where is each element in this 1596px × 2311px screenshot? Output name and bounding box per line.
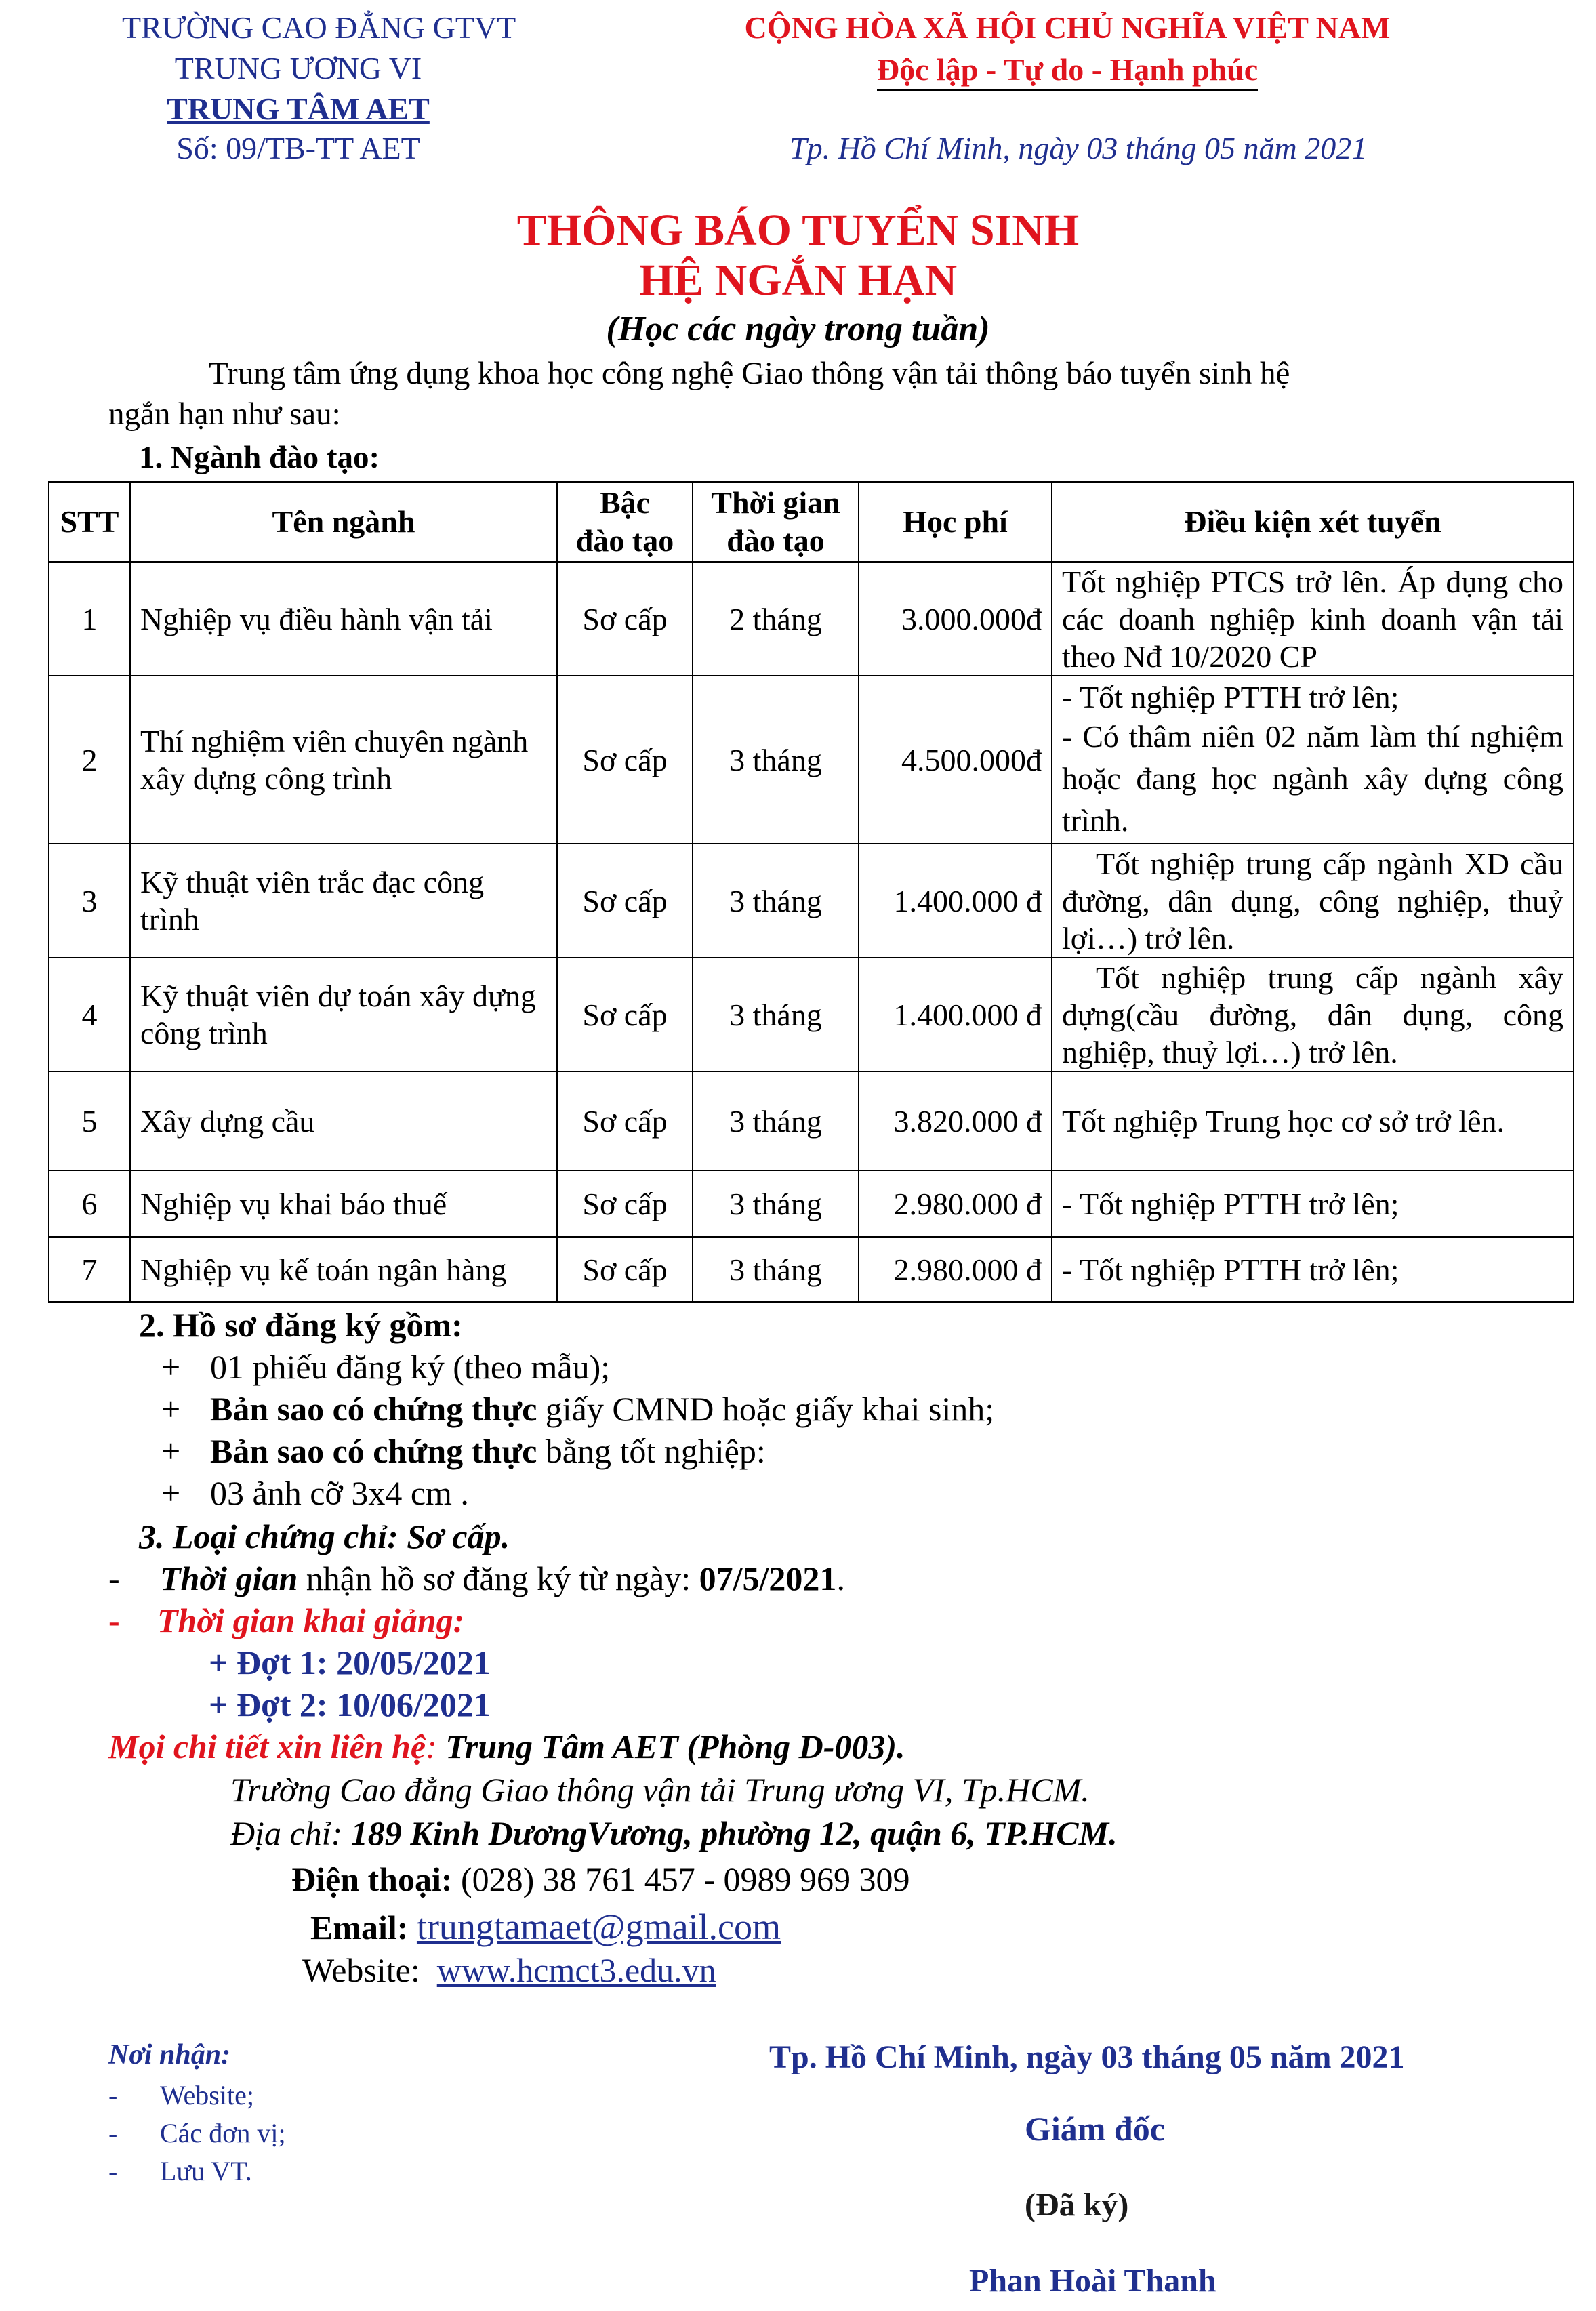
cell-name: Nghiệp vụ điều hành vận tải (130, 562, 557, 676)
cell-level: Sơ cấp (557, 676, 693, 844)
page-note: (Học các ngày trong tuần) (606, 310, 990, 348)
cell-fee: 1.400.000 đ (859, 958, 1052, 1071)
requirement-item-bold: Bản sao có chứng thực (210, 1390, 537, 1428)
header-duration-2: đào tạo (727, 523, 825, 558)
cell-stt: 6 (49, 1170, 130, 1237)
contact-line (108, 1727, 905, 1766)
cell-level: Sơ cấp (557, 1237, 693, 1302)
table-row (49, 562, 1574, 676)
cell-name: Kỹ thuật viên dự toán xây dựng công trình (130, 958, 557, 1071)
cell-level: Sơ cấp (557, 958, 693, 1071)
header-condition: Điều kiện xét tuyển (1052, 482, 1574, 562)
cell-name: Nghiệp vụ kế toán ngân hàng (130, 1237, 557, 1302)
contact-address (230, 1814, 1118, 1853)
cell-duration: 3 tháng (693, 1071, 859, 1170)
section2-heading: 2. Hồ sơ đăng ký gồm: (139, 1306, 463, 1344)
bullet-plus: + (161, 1390, 181, 1428)
national-motto-text: Độc lập - Tự do - Hạnh phúc (877, 52, 1258, 91)
registration-end: . (836, 1559, 845, 1597)
header-date: Tp. Hồ Chí Minh, ngày 03 tháng 05 năm 2021 (790, 131, 1368, 165)
cell-stt: 7 (49, 1237, 130, 1302)
section1-heading: 1. Ngành đào tạo: (139, 440, 380, 475)
page-subtitle: HỆ NGẮN HẠN (638, 255, 958, 305)
email-label: Email: (310, 1908, 409, 1946)
document-number: Số: 09/TB-TT AET (176, 131, 420, 165)
table-row (49, 676, 1574, 844)
address-value: 189 Kinh DươngVương, phường 12, quận 6, TP.HCM. (342, 1814, 1118, 1852)
cell-condition-line2: - Có thâm niên 02 năm làm thí nghiệm hoặc đang học ngành xây dựng công trình. (1062, 718, 1563, 838)
cell-duration: 3 tháng (693, 844, 859, 958)
national-title: CỘNG HÒA XÃ HỘI CHỦ NGHĨA VIỆT NAM (744, 10, 1391, 45)
contact-colon: : (426, 1727, 437, 1765)
org-name-line1: TRƯỜNG CAO ĐẲNG GTVT (122, 10, 516, 45)
address-label: Địa chỉ: (230, 1814, 343, 1852)
bullet-plus: + (161, 1432, 181, 1470)
contact-phone (291, 1860, 909, 1899)
requirement-item (210, 1431, 766, 1471)
bullet-plus: + (161, 1348, 181, 1386)
recipient-dash: - (108, 2118, 118, 2148)
cell-duration: 2 tháng (693, 562, 859, 676)
section3-heading: 3. Loại chứng chỉ: Sơ cấp. (139, 1517, 510, 1555)
header-duration-1: Thời gian (711, 485, 840, 520)
signature-date: Tp. Hồ Chí Minh, ngày 03 tháng 05 năm 2021 (769, 2039, 1405, 2075)
cell-condition-line1: - Tốt nghiệp PTTH trở lên; (1062, 679, 1399, 714)
opening-dash: - (108, 1601, 120, 1639)
table-row (49, 1170, 1574, 1237)
contact-email (310, 1906, 781, 1948)
cell-level: Sơ cấp (557, 1170, 693, 1237)
requirement-item-rest: giấy CMND hoặc giấy khai sinh; (537, 1390, 995, 1428)
cell-condition: Tốt nghiệp trung cấp ngành XD cầu đường, dân dụng, công nghiệp, thuỷ lợi…) trở lên. (1052, 844, 1574, 958)
registration-text: nhận hồ sơ đăng ký từ ngày: (298, 1559, 699, 1597)
cell-name: Xây dựng cầu (130, 1071, 557, 1170)
header-stt: STT (49, 482, 130, 562)
table-row (49, 958, 1574, 1071)
registration-date: 07/5/2021 (699, 1559, 837, 1597)
cell-duration: 3 tháng (693, 1237, 859, 1302)
cell-stt: 3 (49, 844, 130, 958)
signature-name: Phan Hoài Thanh (969, 2263, 1216, 2299)
cell-fee: 3.000.000đ (859, 562, 1052, 676)
org-name-line3: TRUNG TÂM AET (167, 91, 430, 126)
table-row (49, 844, 1574, 958)
cell-name: Thí nghiệm viên chuyên ngành xây dựng công trình (130, 676, 557, 844)
cell-level: Sơ cấp (557, 844, 693, 958)
cell-condition: Tốt nghiệp PTCS trở lên. Áp dụng cho các doanh nghiệp kinh doanh vận tải theo Nđ 10/2020 CP (1052, 562, 1574, 676)
phone-label: Điện thoại: (291, 1860, 453, 1898)
recipient-item: Lưu VT. (160, 2156, 252, 2186)
cell-stt: 5 (49, 1071, 130, 1170)
requirement-item: 03 ảnh cỡ 3x4 cm . (210, 1474, 469, 1512)
cell-stt: 4 (49, 958, 130, 1071)
cell-condition: Tốt nghiệp Trung học cơ sở trở lên. (1052, 1071, 1574, 1170)
website-label: Website: (302, 1951, 420, 1989)
opening-label: Thời gian khai giảng: (157, 1601, 465, 1639)
courses-table (48, 481, 1574, 1303)
cell-duration: 3 tháng (693, 1170, 859, 1237)
cell-level: Sơ cấp (557, 1071, 693, 1170)
cell-condition: - Tốt nghiệp PTTH trở lên; (1052, 1237, 1574, 1302)
cell-name: Nghiệp vụ khai báo thuế (130, 1170, 557, 1237)
opening-batch1: + Đợt 1: 20/05/2021 (209, 1643, 491, 1681)
header-level-1: Bậc (599, 485, 651, 520)
cell-name: Kỹ thuật viên trắc đạc công trình (130, 844, 557, 958)
national-motto (684, 52, 1450, 87)
contact-website (302, 1950, 716, 1990)
recipient-dash: - (108, 2080, 118, 2110)
requirement-item (210, 1389, 994, 1429)
cell-fee: 2.980.000 đ (859, 1170, 1052, 1237)
contact-label: Mọi chi tiết xin liên hệ (108, 1727, 426, 1765)
cell-fee: 1.400.000 đ (859, 844, 1052, 958)
registration-line (160, 1559, 845, 1598)
intro-line1: Trung tâm ứng dụng khoa học công nghệ Giao thông vận tải thông báo tuyển sinh hệ (209, 356, 1290, 391)
org-name-line2: TRUNG ƯƠNG VI (174, 51, 422, 85)
page-title: THÔNG BÁO TUYỂN SINH (516, 205, 1080, 255)
cell-fee: 2.980.000 đ (859, 1237, 1052, 1302)
table-row (49, 1237, 1574, 1302)
email-link[interactable]: trungtamaet@gmail.com (416, 1906, 781, 1947)
recipient-item: Các đơn vị; (160, 2118, 286, 2148)
header-level-2: đào tạo (575, 523, 674, 558)
bullet-plus: + (161, 1474, 181, 1512)
requirement-item: 01 phiếu đăng ký (theo mẫu); (210, 1348, 611, 1386)
recipient-item: Website; (160, 2080, 254, 2110)
header-fee: Học phí (859, 482, 1052, 562)
phone-value: (028) 38 761 457 - 0989 969 309 (452, 1860, 910, 1898)
cell-fee: 4.500.000đ (859, 676, 1052, 844)
contact-school: Trường Cao đẳng Giao thông vận tải Trung ương VI, Tp.HCM. (230, 1771, 1090, 1809)
signature-signed: (Đã ký) (1025, 2187, 1129, 2223)
cell-fee: 3.820.000 đ (859, 1071, 1052, 1170)
cell-duration: 3 tháng (693, 676, 859, 844)
cell-stt: 2 (49, 676, 130, 844)
website-link[interactable]: www.hcmct3.edu.vn (436, 1951, 716, 1989)
header-duration (693, 482, 859, 562)
registration-label: Thời gian (160, 1559, 298, 1597)
table-row (49, 1071, 1574, 1170)
cell-condition: Tốt nghiệp trung cấp ngành xây dựng(cầu đường, dân dụng, công nghiệp, thuỷ lợi…) trở lên. (1052, 958, 1574, 1071)
header-level (557, 482, 693, 562)
requirement-item-rest: bằng tốt nghiệp: (537, 1432, 766, 1470)
registration-dash: - (108, 1559, 120, 1597)
cell-condition: - Tốt nghiệp PTTH trở lên; (1052, 1170, 1574, 1237)
cell-duration: 3 tháng (693, 958, 859, 1071)
cell-stt: 1 (49, 562, 130, 676)
header-name: Tên ngành (130, 482, 557, 562)
signature-title: Giám đốc (1025, 2110, 1165, 2148)
recipients-label: Nơi nhận: (108, 2039, 231, 2070)
opening-batch2: + Đợt 2: 10/06/2021 (209, 1685, 491, 1723)
recipient-dash: - (108, 2156, 118, 2186)
intro-line2: ngắn hạn như sau: (108, 396, 341, 432)
table-header-row (49, 482, 1574, 562)
contact-center: Trung Tâm AET (Phòng D-003). (436, 1727, 905, 1765)
cell-level: Sơ cấp (557, 562, 693, 676)
requirement-item-bold: Bản sao có chứng thực (210, 1432, 537, 1470)
cell-condition (1052, 676, 1574, 844)
